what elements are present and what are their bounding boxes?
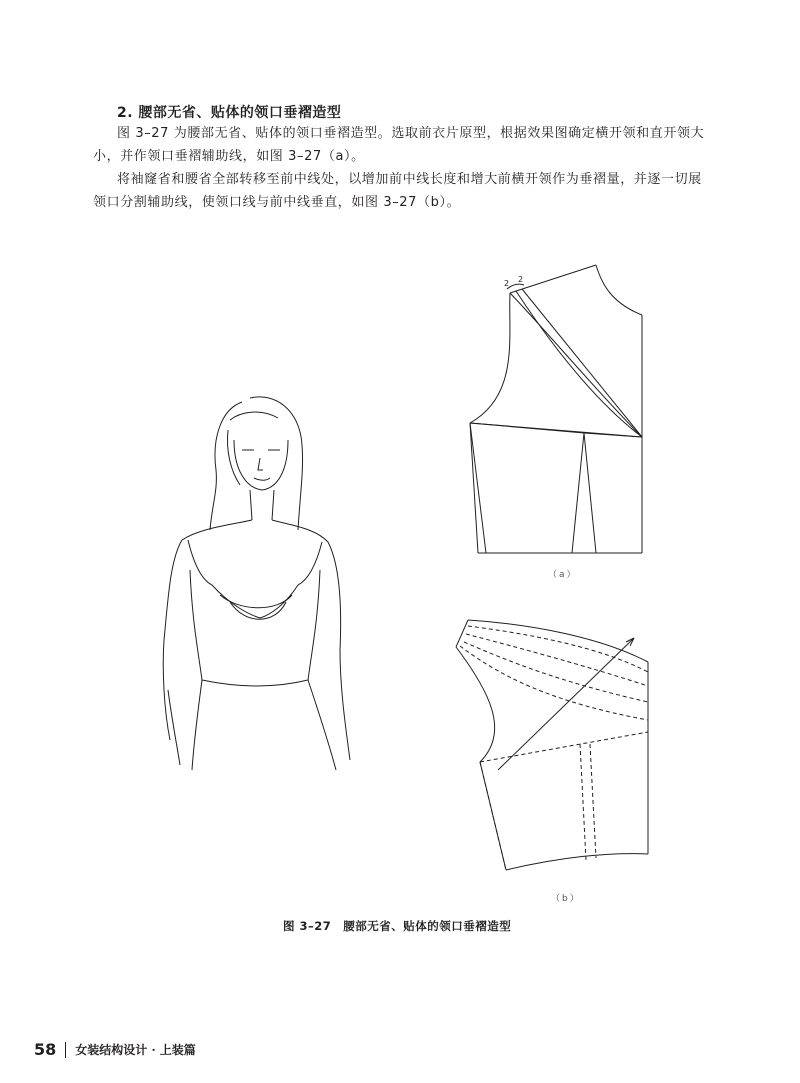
figure-a-label: （a） <box>548 570 578 580</box>
mark-2-b: 2 <box>518 275 524 284</box>
paragraph-2: 将袖窿省和腰省全部转移至前中线处，以增加前中线长度和增大前横开领作为垂褶量，并逐一切展领口分割辅助线，使领口线与前中线垂直，如图 3–27（b）。 <box>93 172 702 210</box>
pattern-diagram-a <box>460 255 660 565</box>
section-heading: 2. 腰部无省、贴体的领口垂褶造型 <box>117 105 342 121</box>
footer-divider <box>65 1042 66 1058</box>
figure-b-label: （b） <box>551 894 581 904</box>
paragraph-1: 图 3–27 为腰部无省、贴体的领口垂褶造型。选取前衣片原型，根据效果图确定横开领和直开领大小，并作领口垂褶辅助线，如图 3–27（a）。 <box>93 126 705 164</box>
mark-2-a: 2 <box>504 279 510 288</box>
pattern-diagram-b <box>450 612 660 877</box>
page-footer <box>34 1040 196 1059</box>
caption-number: 图 3–27 <box>283 919 332 933</box>
caption-text: 腰部无省、贴体的领口垂褶造型 <box>343 919 512 933</box>
figure-caption <box>283 918 511 934</box>
book-title: 女装结构设计 · 上装篇 <box>75 1043 196 1057</box>
page-number: 58 <box>34 1040 57 1059</box>
fashion-illustration <box>150 390 370 770</box>
